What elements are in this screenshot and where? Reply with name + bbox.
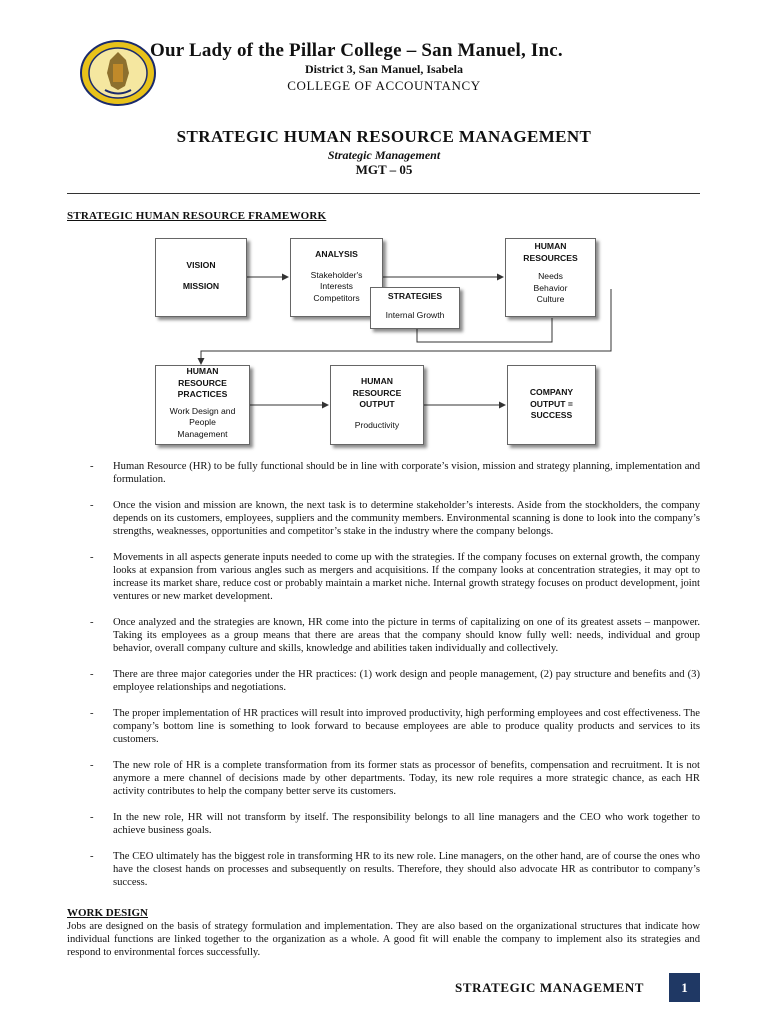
course-code: MGT – 05 — [355, 162, 413, 177]
list-item: - The proper implementation of HR practices will result into improved productivity, high performing employees and cost effectiveness. The company’s bottom line is something to look forward to because employees are able to produce quality products and services to its customers. — [90, 708, 700, 745]
list-item: - The new role of HR is a complete transformation from its former stats as processor of benefits, compensation and recruitment. It is not anymore a mere channel of decisions made by other departments. Today, its new role requires a more strategic chance, as each HR activity contributes to help the company better serve its customers. — [90, 760, 700, 797]
box-hr-practices: HUMAN RESOURCE PRACTICES Work Design and People Management — [155, 365, 250, 445]
document-title: STRATEGIC HUMAN RESOURCE MANAGEMENT — [176, 127, 592, 146]
box-vision-mission: VISION MISSION — [155, 238, 247, 317]
document-subject: Strategic Management — [327, 148, 441, 162]
college-name: Our Lady of the Pillar College – San Manuel, Inc. — [150, 40, 563, 61]
list-item: - In the new role, HR will not transform by itself. The responsibility belongs to all line managers and the CEO who work together to achieve business goals. — [90, 812, 700, 836]
list-item: - Human Resource (HR) to be fully functional should be in line with corporate’s vision, mission and strategy planning, implementation and formulation. — [90, 461, 700, 485]
framework-diagram — [0, 225, 768, 455]
work-design-paragraph: Jobs are designed on the basis of strategy formulation and implementation. They are also based on the organizational structures that indicate how individual functions are linked together to the organization as a whole. A good fit will enable the company to implement also its strategies and respond to environmental forces successfully. — [67, 921, 700, 958]
list-item: - There are three major categories under the HR practices: (1) work design and people management, (2) pay structure and benefits and (3) employee relationships and negotiations. — [90, 669, 700, 693]
framework-heading: STRATEGIC HUMAN RESOURCE FRAMEWORK — [67, 210, 327, 222]
list-item: - Once analyzed and the strategies are known, HR come into the picture in terms of capitalizing on one of its greatest assets – manpower. Taking its employees as a group means that there are areas that the company should know fully well: needs, individual and group behavior, overall company culture and skills, knowledge and abilities taken individually and collectively. — [90, 617, 700, 654]
bullet-list — [90, 460, 700, 889]
footer-label: STRATEGIC MANAGEMENT — [455, 980, 645, 995]
header-divider — [67, 193, 700, 194]
box-hr-output: HUMAN RESOURCE OUTPUT Productivity — [330, 365, 424, 445]
list-item: - The CEO ultimately has the biggest role in transforming HR to its new role. Line managers, on the other hand, are of course the ones who have the closest hands on processes and subsequently on results. Therefore, they should also advocate HR as contributor to company’s success. — [90, 851, 700, 888]
work-design-heading: WORK DESIGN — [67, 907, 148, 919]
list-item: - Movements in all aspects generate inputs needed to come up with the strategies. If the company focuses on external growth, the company looks at expansion from various angles such as mergers and acquisitions. If the company looks at concentration strategies, it may opt to increase its market share, reduce cost or probably maintain a market niche. Internal growth strategy focuses on product development, joint ventures or new market development. — [90, 552, 700, 602]
box-human-resources: HUMAN RESOURCES Needs Behavior Culture — [505, 238, 596, 317]
page-number: 1 — [669, 973, 700, 1002]
box-company-output: COMPANY OUTPUT = SUCCESS — [507, 365, 596, 445]
department-name: COLLEGE OF ACCOUNTANCY — [287, 78, 481, 93]
college-address: District 3, San Manuel, Isabela — [304, 62, 463, 76]
box-strategies: STRATEGIES Internal Growth — [370, 287, 460, 329]
box-analysis: ANALYSIS Stakeholder's Interests Competitors — [290, 238, 383, 317]
list-item: - Once the vision and mission are known, the next task is to determine stakeholder’s interests. Aside from the stockholders, the company depends on its customers, employees, suppliers and the community members. Environmental scanning is done to look into the company’s strengths, weaknesses, opportunities and competitor’s stake in the industry where the company belongs. — [90, 500, 700, 537]
